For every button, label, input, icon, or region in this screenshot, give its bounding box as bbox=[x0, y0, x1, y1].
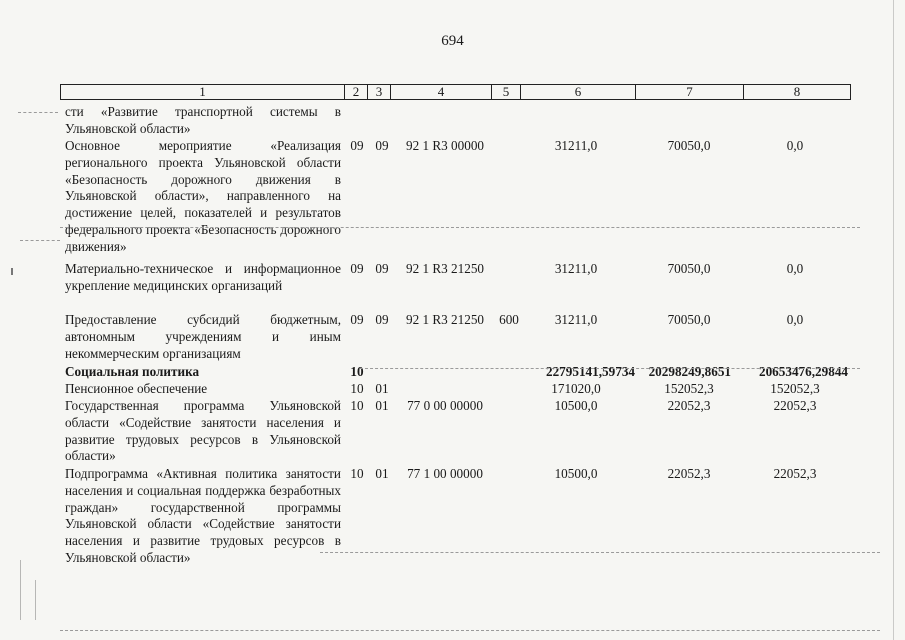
row-target-code: 92 1 R3 00000 bbox=[405, 138, 485, 153]
row-subsection: 01 bbox=[375, 381, 389, 396]
row-expense-type: 600 bbox=[499, 312, 519, 327]
row-value-col7: 22052,3 bbox=[667, 466, 711, 481]
scan-artifact bbox=[60, 227, 860, 228]
row-name: Государственная программа Ульяновской области «Содействие занятости населения и развитие трудовых ресурсов в Ульяновской области» bbox=[65, 398, 341, 464]
row-value-col8: 152052,3 bbox=[770, 381, 820, 396]
row-name: Основное мероприятие «Реализация регионального проекта Ульяновской области «Безопасность дорожного движения в Ульяновской области», направленного на достижение целей, показателей и результатов федерального проекта «Безопасность дорожного движения» bbox=[65, 138, 341, 254]
scan-artifact bbox=[360, 368, 860, 369]
row-value-col7: 22052,3 bbox=[667, 398, 711, 413]
row-value-col6: 31211,0 bbox=[554, 312, 598, 327]
row-value-col7: 70050,0 bbox=[667, 138, 711, 153]
row-section: 10 bbox=[350, 398, 364, 413]
row-section: 10 bbox=[350, 466, 364, 481]
row-name: сти «Развитие транспортной системы в Ульяновской области» bbox=[65, 104, 341, 136]
row-subsection: 01 bbox=[375, 466, 389, 481]
header-cell-8: 8 bbox=[743, 85, 850, 99]
page-number: 694 bbox=[441, 33, 464, 49]
row-target-code: 77 1 00 00000 bbox=[407, 466, 483, 481]
row-section: 09 bbox=[350, 138, 364, 153]
header-cell-4: 4 bbox=[390, 85, 491, 99]
row-section: 10 bbox=[350, 364, 364, 379]
row-name: Материально-техническое и информационное укрепление медицинских организаций bbox=[65, 261, 341, 293]
row-value-col8: 0,0 bbox=[786, 312, 804, 327]
row-subsection: 09 bbox=[375, 138, 389, 153]
header-cell-5: 5 bbox=[491, 85, 520, 99]
scan-artifact bbox=[893, 0, 894, 640]
header-cell-6: 6 bbox=[520, 85, 635, 99]
row-target-code: 92 1 R3 21250 bbox=[405, 261, 485, 276]
row-value-col8: 0,0 bbox=[786, 138, 804, 153]
row-value-col6: 171020,0 bbox=[551, 381, 601, 396]
row-name: Подпрограмма «Активная политика занятости населения и социальная поддержка безработных граждан» государственной программы Ульяновской области «Содействие занятости населения и развитие трудовых ресурсов в Ульяновской области» bbox=[65, 466, 341, 565]
row-section: 09 bbox=[350, 312, 364, 327]
row-section: 09 bbox=[350, 261, 364, 276]
row-section: 10 bbox=[350, 381, 364, 396]
scan-artifact bbox=[20, 560, 21, 620]
row-value-col8: 22052,3 bbox=[773, 398, 817, 413]
row-name: Предоставление субсидий бюджетным, автономным учреждениям и иным некоммерческим организациям bbox=[65, 312, 341, 361]
row-value-col6: 10500,0 bbox=[554, 466, 598, 481]
row-value-col7: 152052,3 bbox=[664, 381, 714, 396]
row-value-col6: 10500,0 bbox=[554, 398, 598, 413]
row-name: Социальная политика bbox=[65, 364, 200, 379]
row-value-col7: 70050,0 bbox=[667, 261, 711, 276]
header-cell-3: 3 bbox=[367, 85, 390, 99]
row-value-col8: 0,0 bbox=[786, 261, 804, 276]
row-value-col6: 22795141,59734 bbox=[545, 364, 635, 379]
header-cell-7: 7 bbox=[635, 85, 743, 99]
row-target-code: 77 0 00 00000 bbox=[407, 398, 483, 413]
row-value-col8: 20653476,29844 bbox=[758, 364, 848, 379]
scan-artifact bbox=[20, 240, 60, 241]
row-target-code: 92 1 R3 21250 bbox=[405, 312, 485, 327]
row-value-col7: 20298249,8651 bbox=[648, 364, 731, 379]
scan-artifact bbox=[18, 112, 58, 113]
row-value-col7: 70050,0 bbox=[667, 312, 711, 327]
scan-artifact bbox=[320, 552, 880, 553]
header-cell-1: 1 bbox=[199, 84, 206, 99]
scan-artifact bbox=[35, 580, 36, 620]
row-value-col8: 22052,3 bbox=[773, 466, 817, 481]
row-value-col6: 31211,0 bbox=[554, 261, 598, 276]
row-subsection: 09 bbox=[375, 261, 389, 276]
row-subsection: 01 bbox=[375, 398, 389, 413]
table-header bbox=[60, 84, 851, 100]
row-value-col6: 31211,0 bbox=[554, 138, 598, 153]
row-name: Пенсионное обеспечение bbox=[65, 381, 208, 396]
row-subsection: 09 bbox=[375, 312, 389, 327]
header-cell-2: 2 bbox=[344, 85, 367, 99]
scan-artifact bbox=[11, 268, 13, 275]
scan-artifact bbox=[60, 630, 880, 631]
